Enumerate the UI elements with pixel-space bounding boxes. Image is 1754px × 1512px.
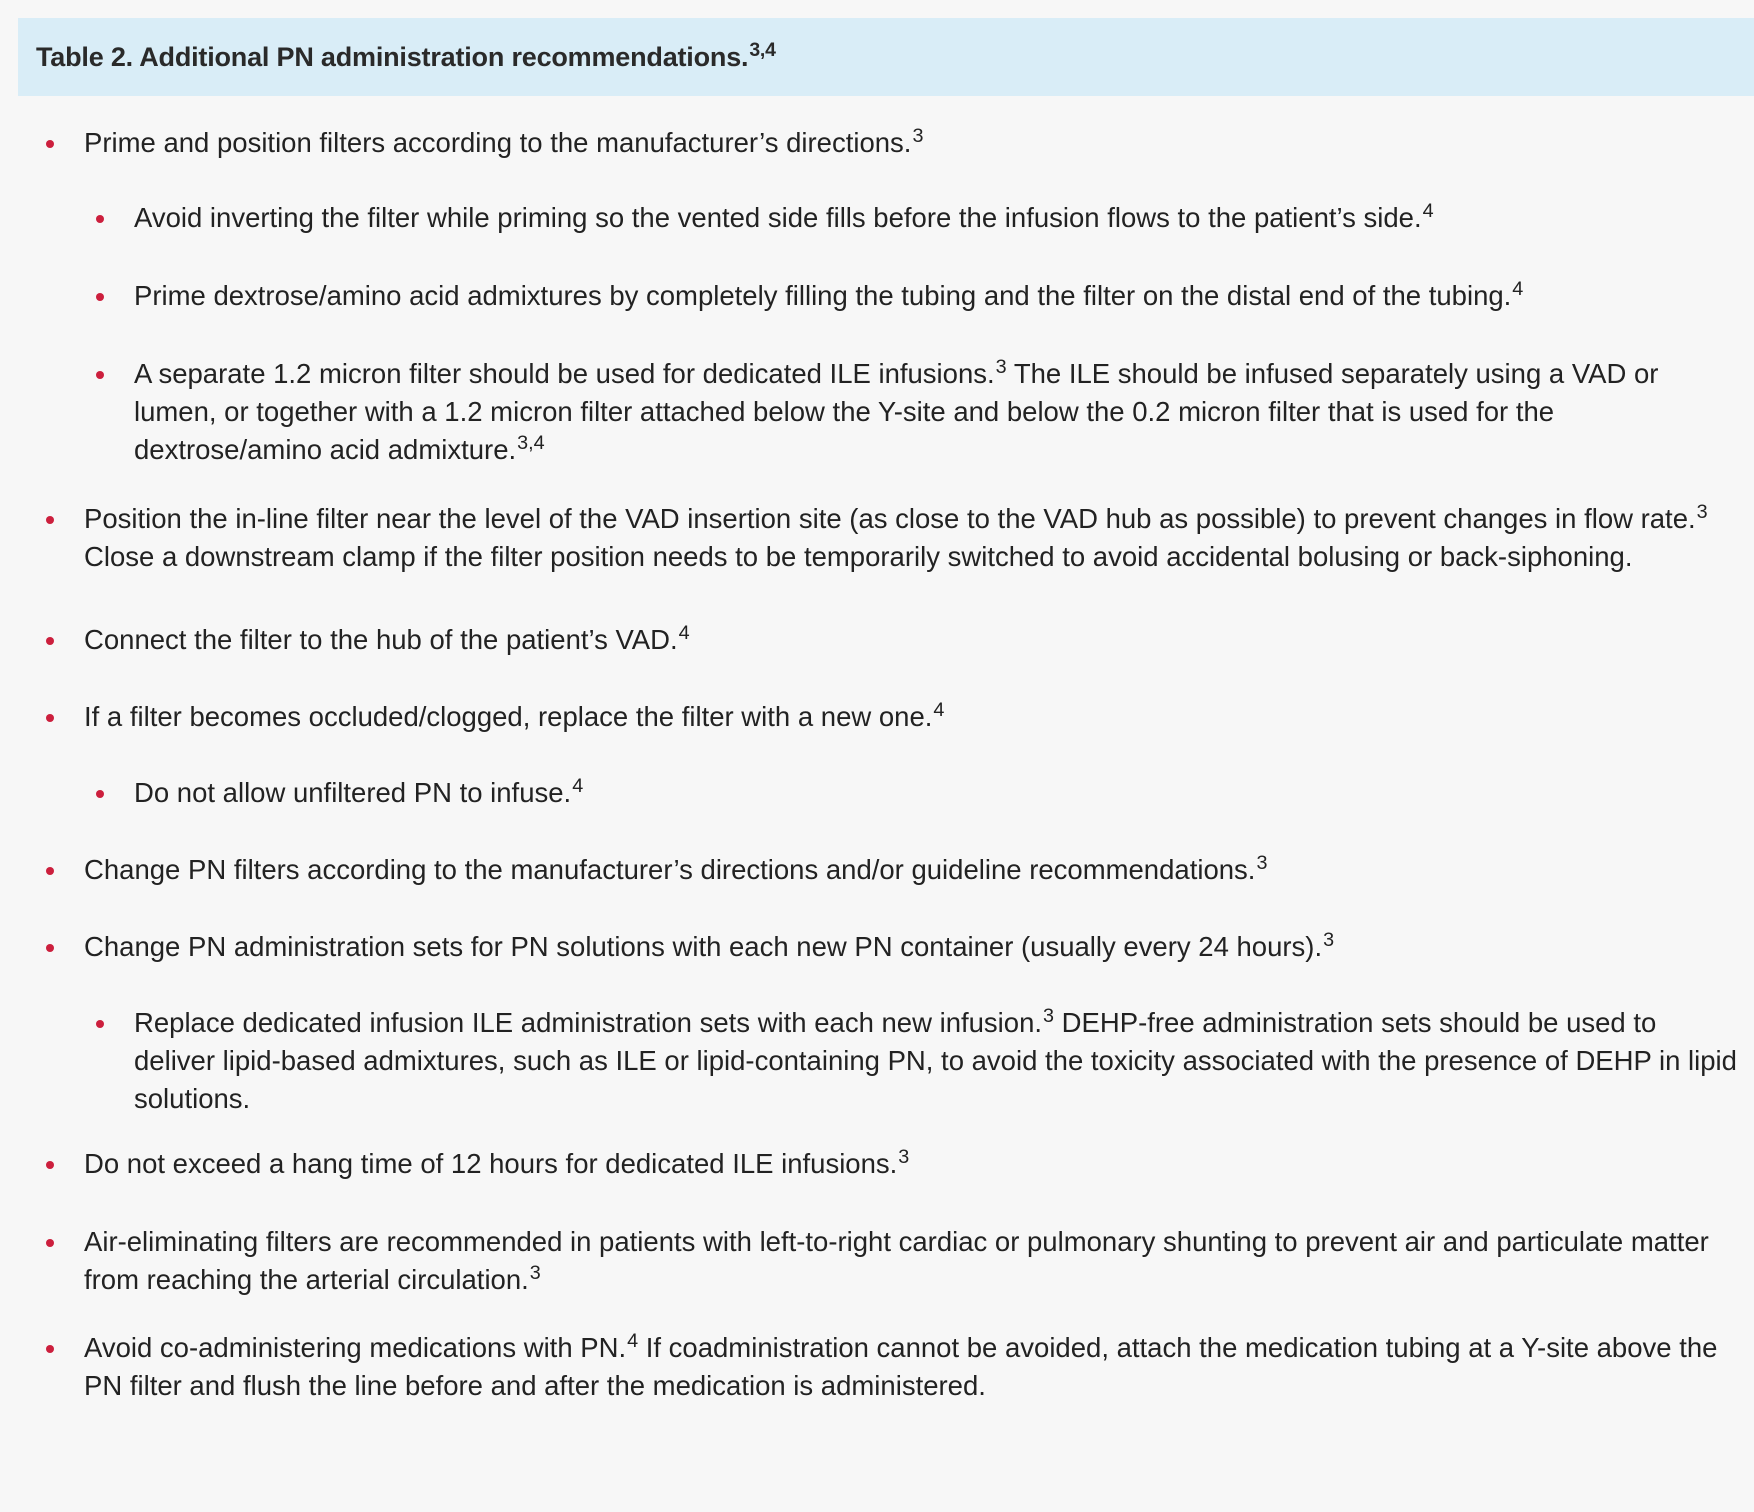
item-text: Connect the filter to the hub of the patient’s VAD. [84,624,678,655]
bullet-dot-icon [96,1020,104,1028]
list-item [84,928,1744,966]
item-text: Change PN administration sets for PN solutions with each new PN container (usually every 24 hours). [84,931,1323,962]
list-item [84,1145,1744,1183]
bullet-dot-icon [46,516,54,524]
item-text: Prime dextrose/amino acid admixtures by completely filling the tubing and the filter on the distal end of the tubing. [134,280,1512,311]
list-item [84,124,1744,162]
list-item [84,621,1744,659]
sub-list-item [134,277,1744,315]
reference-superscript: 3 [912,124,924,147]
bullet-dot-icon [46,1239,54,1247]
item-text: If coadministration cannot be avoided, attach the medication tubing at a Y-site above the PN filter and flush the line before and after the medication is administered. [84,1332,1718,1401]
reference-superscript: 3 [529,1261,541,1284]
list-item [84,500,1744,576]
item-text: Air-eliminating filters are recommended in patients with left-to-right cardiac or pulmonary shunting to prevent air and particulate matter from reaching the arterial circulation. [84,1226,1709,1295]
bullet-dot-icon [46,867,54,875]
list-item [84,1223,1744,1299]
item-text: Change PN filters according to the manufacturer’s directions and/or guideline recommendations. [84,854,1256,885]
table-title [36,38,776,73]
bullet-dot-icon [96,790,104,798]
bullet-dot-icon [96,293,104,301]
sub-list-item [134,774,1744,812]
table-title-refs: 3,4 [749,38,776,61]
item-text: Avoid inverting the filter while priming so the vented side fills before the infusion flows to the patient’s side. [134,202,1422,233]
item-text: Prime and position filters according to the manufacturer’s directions. [84,127,912,158]
item-text: Do not exceed a hang time of 12 hours for dedicated ILE infusions. [84,1148,898,1179]
item-text: Avoid co-administering medications with PN. [84,1332,627,1363]
list-item [84,698,1744,736]
reference-superscript: 4 [1512,277,1524,300]
reference-superscript: 4 [678,621,690,644]
reference-superscript: 3 [1323,928,1335,951]
item-text: The ILE should be infused separately using a VAD or lumen, or together with a 1.2 micron filter attached below the Y-site and below the 0.2 micron filter that is used for the dextrose/amino acid admixture. [134,358,1659,465]
table-card [18,18,1754,1512]
sub-list-item [134,355,1744,469]
reference-superscript: 3 [1256,851,1268,874]
reference-superscript: 3,4 [517,431,545,454]
list-item [84,851,1744,889]
reference-superscript: 3 [898,1145,910,1168]
item-text: Position the in-line filter near the level of the VAD insertion site (as close to the VAD hub as possible) to prevent changes in flow rate. [84,503,1696,534]
sub-list-item [134,199,1744,237]
bullet-dot-icon [46,714,54,722]
bullet-dot-icon [46,1345,54,1353]
bullet-dot-icon [46,140,54,148]
bullet-dot-icon [96,215,104,223]
item-text: Close a downstream clamp if the filter position needs to be temporarily switched to avoid accidental bolusing or back-siphoning. [84,541,1633,572]
sub-list-item [134,1004,1744,1118]
bullet-dot-icon [46,944,54,952]
list-item [84,1329,1744,1405]
bullet-dot-icon [46,1161,54,1169]
table-header [18,18,1754,96]
item-text: Do not allow unfiltered PN to infuse. [134,777,572,808]
reference-superscript: 4 [933,698,945,721]
reference-superscript: 4 [1422,199,1434,222]
table-title-text: Table 2. Additional PN administration recommendations. [36,41,749,72]
reference-superscript: 3 [995,355,1007,378]
reference-superscript: 3 [1043,1004,1055,1027]
reference-superscript: 3 [1696,500,1708,523]
reference-superscript: 4 [572,774,584,797]
item-text: If a filter becomes occluded/clogged, replace the filter with a new one. [84,701,933,732]
item-text: DEHP-free administration sets should be used to deliver lipid-based admixtures, such as ILE or lipid-containing PN, to avoid the toxicity associated with the presence of DEHP in lipid solutions. [134,1007,1737,1114]
reference-superscript: 4 [627,1329,639,1352]
bullet-dot-icon [96,371,104,379]
bullet-dot-icon [46,637,54,645]
item-text: Replace dedicated infusion ILE administration sets with each new infusion. [134,1007,1043,1038]
item-text: A separate 1.2 micron filter should be used for dedicated ILE infusions. [134,358,995,389]
